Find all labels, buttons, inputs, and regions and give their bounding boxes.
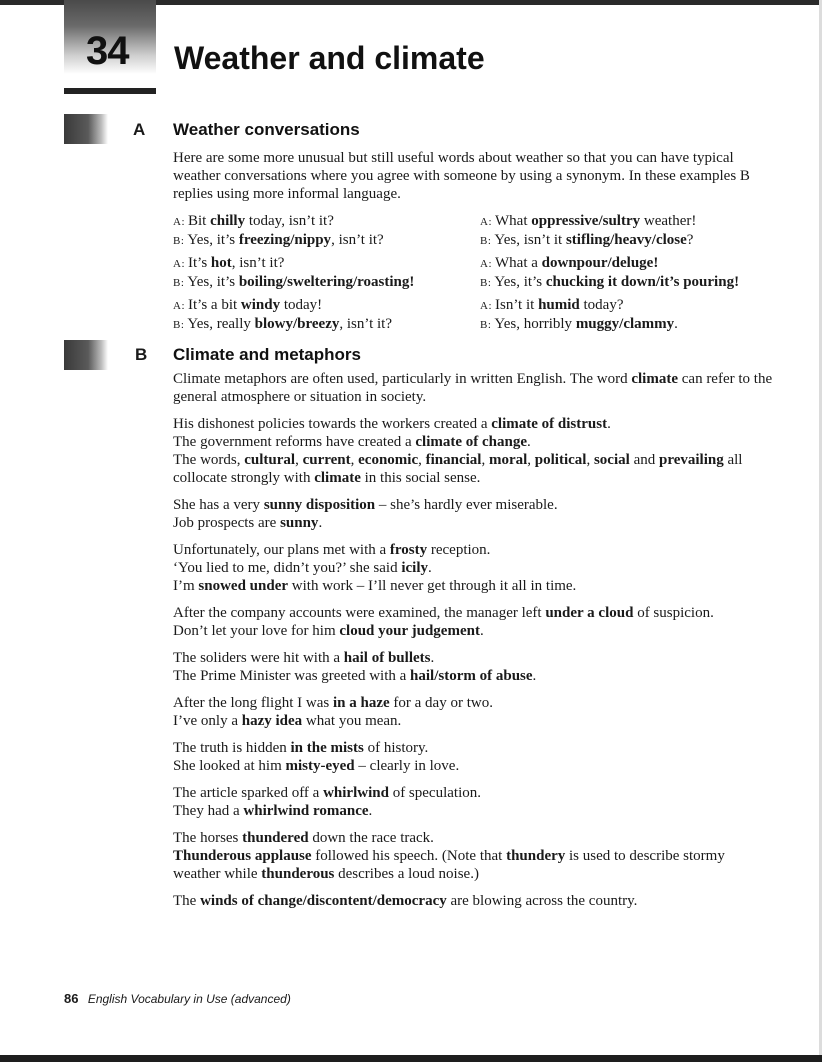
key-term: stifling/heavy/close <box>565 232 687 248</box>
section-a-letter: A <box>133 120 146 139</box>
speaker-label: A: <box>173 258 185 270</box>
text-run: After the long flight I was <box>173 695 333 711</box>
text-run: Yes, it’s <box>187 232 239 248</box>
unit-underline-bar <box>64 88 156 94</box>
text-run: describes a loud noise.) <box>334 866 479 882</box>
dialogue-line-b <box>480 273 780 292</box>
key-term: blowy/breezy <box>254 316 340 332</box>
text-run: down the race track. <box>308 830 434 846</box>
text-run: , isn’t it? <box>339 316 392 332</box>
example-sentence <box>173 757 773 775</box>
unit-number: 34 <box>86 29 129 73</box>
key-term: misty-eyed <box>285 758 355 774</box>
example-paragraph <box>173 694 773 730</box>
speaker-label: B: <box>480 319 492 331</box>
example-sentence <box>173 622 773 640</box>
dialogue-line-b <box>173 315 473 334</box>
example-sentence <box>173 712 773 730</box>
dialogue-line-b <box>173 273 473 292</box>
example-sentence <box>173 667 773 685</box>
section-b-marker <box>64 340 108 370</box>
page-footer <box>64 991 291 1006</box>
text-run: today, isn’t it? <box>245 213 334 229</box>
key-term: chucking it down/it’s pouring! <box>545 274 740 290</box>
key-term: frosty <box>389 542 428 558</box>
text-run: today! <box>280 297 323 313</box>
text-run: The government reforms have created a <box>173 434 416 450</box>
text-run: Isn’t it <box>495 297 539 313</box>
key-term: humid <box>538 297 580 313</box>
speaker-label: A: <box>480 300 492 312</box>
key-term: whirlwind <box>323 785 389 801</box>
example-paragraph <box>173 829 773 883</box>
speaker-label: A: <box>173 216 185 228</box>
example-sentence <box>173 514 773 532</box>
example-sentence <box>173 739 773 757</box>
dialogue-pair <box>173 212 473 250</box>
text-run: , <box>527 452 535 468</box>
key-term: snowed under <box>198 578 289 594</box>
section-b-letter: B <box>135 345 148 364</box>
text-run: Yes, isn’t it <box>494 232 566 248</box>
dialogue-pair <box>480 254 780 292</box>
text-run: in this social sense. <box>360 470 481 486</box>
text-run: It’s <box>188 255 211 271</box>
dialogue-line-b <box>480 315 780 334</box>
text-run: What a <box>495 255 542 271</box>
text-run: Yes, it’s <box>187 274 239 290</box>
text-run: His dishonest policies towards the workers created a <box>173 416 492 432</box>
text-run: What <box>495 213 532 229</box>
text-run: She looked at him <box>173 758 286 774</box>
text-run: . <box>368 803 373 819</box>
key-term: moral <box>488 452 528 468</box>
key-term: sunny <box>280 515 319 531</box>
key-term: hot <box>210 255 232 271</box>
text-run: After the company accounts were examined, the manager left <box>173 605 546 621</box>
section-a-intro <box>173 149 773 203</box>
example-sentence <box>173 829 773 847</box>
example-paragraph <box>173 784 773 820</box>
example-paragraph <box>173 541 773 595</box>
speaker-label: B: <box>173 319 185 331</box>
example-sentence <box>173 433 773 451</box>
section-a-title: Weather conversations <box>173 120 360 139</box>
text-run: of history. <box>363 740 429 756</box>
text-run: all collocate strongly with <box>173 452 743 486</box>
example-sentence <box>173 541 773 559</box>
text-run: . <box>318 515 323 531</box>
example-sentence <box>173 559 773 577</box>
text-run: and <box>629 452 659 468</box>
section-b-body <box>173 370 773 919</box>
text-run: followed his speech. (Note that <box>311 848 507 864</box>
key-term: prevailing <box>658 452 724 468</box>
text-run: Job prospects are <box>173 515 281 531</box>
dialogue-line-a <box>480 212 780 231</box>
example-sentence <box>173 415 773 433</box>
text-run: The Prime Minister was greeted with a <box>173 668 411 684</box>
text-run: I’ve only a <box>173 713 242 729</box>
text-run: , <box>418 452 426 468</box>
section-a-marker <box>64 114 108 144</box>
text-run: , <box>295 452 303 468</box>
text-run: . <box>527 434 531 450</box>
speaker-label: B: <box>480 277 492 289</box>
section-b-title: Climate and metaphors <box>173 345 361 364</box>
text-run: The truth is hidden <box>173 740 291 756</box>
key-term: chilly <box>210 213 246 229</box>
text-run: Don’t let your love for him <box>173 623 340 639</box>
example-sentence <box>173 577 773 595</box>
key-term: winds of change/discontent/democracy <box>200 893 447 909</box>
example-paragraph <box>173 415 773 487</box>
key-term: climate <box>314 470 361 486</box>
example-paragraph <box>173 739 773 775</box>
key-term: boiling/sweltering/roasting! <box>238 274 415 290</box>
speaker-label: A: <box>173 300 185 312</box>
book-title: English Vocabulary in Use (advanced) <box>87 992 291 1006</box>
example-sentence <box>173 370 773 406</box>
dialogue-line-b <box>173 231 473 250</box>
text-run: for a day or two. <box>389 695 493 711</box>
text-run: ? <box>686 232 694 248</box>
example-sentence <box>173 451 773 487</box>
dialogue-line-a <box>480 254 780 273</box>
text-run: today? <box>579 297 624 313</box>
example-paragraph <box>173 649 773 685</box>
example-paragraph <box>173 892 773 910</box>
dialogue-pair <box>480 296 780 334</box>
text-run: Yes, horribly <box>494 316 576 332</box>
key-term: oppressive/sultry <box>531 213 641 229</box>
key-term: in the mists <box>290 740 364 756</box>
key-term: in a haze <box>332 695 390 711</box>
conversation-column-left <box>173 212 473 338</box>
key-term: climate <box>631 371 678 387</box>
example-sentence <box>173 892 773 910</box>
text-run: , <box>481 452 489 468</box>
speaker-label: B: <box>173 235 185 247</box>
text-run: is used to describe stormy weather while <box>173 848 725 882</box>
key-term: thundered <box>242 830 309 846</box>
text-run: . <box>430 650 435 666</box>
dialogue-pair <box>480 212 780 250</box>
text-run: . <box>428 560 432 576</box>
text-run: are blowing across the country. <box>446 893 638 909</box>
example-paragraph <box>173 370 773 406</box>
key-term: Thunderous applause <box>173 848 312 864</box>
text-run: Unfortunately, our plans met with a <box>173 542 390 558</box>
text-run: The <box>173 893 201 909</box>
key-term: social <box>593 452 630 468</box>
unit-title: Weather and climate <box>174 40 485 76</box>
text-run: , isn’t it? <box>331 232 384 248</box>
example-paragraph <box>173 604 773 640</box>
text-run: She has a very <box>173 497 264 513</box>
text-run: They had a <box>173 803 244 819</box>
key-term: windy <box>240 297 281 313</box>
key-term: icily <box>401 560 428 576</box>
key-term: hazy idea <box>241 713 303 729</box>
key-term: climate of change <box>415 434 528 450</box>
text-run: of speculation. <box>388 785 481 801</box>
speaker-label: B: <box>480 235 492 247</box>
speaker-label: B: <box>173 277 185 289</box>
text-run: The horses <box>173 830 243 846</box>
key-term: downpour/deluge! <box>541 255 659 271</box>
example-paragraph <box>173 496 773 532</box>
text-run: , isn’t it? <box>231 255 285 271</box>
key-term: whirlwind romance <box>243 803 369 819</box>
speaker-label: A: <box>480 216 492 228</box>
key-term: muggy/clammy <box>575 316 675 332</box>
text-run: Bit <box>188 213 211 229</box>
text-run: ‘You lied to me, didn’t you?’ she said <box>173 560 402 576</box>
text-run: weather! <box>640 213 697 229</box>
key-term: thunderous <box>261 866 335 882</box>
text-run: of suspicion. <box>633 605 714 621</box>
dialogue-line-b <box>480 231 780 250</box>
text-run: with work – I’ll never get through it all in time. <box>288 578 577 594</box>
dialogue-line-a <box>173 212 473 231</box>
page-number: 86 <box>64 991 79 1006</box>
scan-edge-bottom <box>0 1055 822 1062</box>
key-term: thundery <box>506 848 566 864</box>
text-run: . <box>532 668 537 684</box>
key-term: current <box>302 452 351 468</box>
example-sentence <box>173 604 773 622</box>
conversation-column-right <box>480 212 780 338</box>
key-term: sunny disposition <box>263 497 376 513</box>
text-run: – she’s hardly ever miserable. <box>375 497 558 513</box>
text-run: . <box>607 416 611 432</box>
key-term: freezing/nippy <box>238 232 332 248</box>
text-run: what you mean. <box>302 713 402 729</box>
example-sentence <box>173 649 773 667</box>
key-term: hail/storm of abuse <box>410 668 533 684</box>
dialogue-pair <box>173 254 473 292</box>
key-term: hail of bullets <box>343 650 431 666</box>
text-run: The article sparked off a <box>173 785 324 801</box>
example-sentence <box>173 784 773 802</box>
speaker-label: A: <box>480 258 492 270</box>
text-run: reception. <box>427 542 491 558</box>
example-sentence <box>173 802 773 820</box>
key-term: under a cloud <box>545 605 634 621</box>
text-run: The soliders were hit with a <box>173 650 344 666</box>
dialogue-line-a <box>173 296 473 315</box>
key-term: cloud your judgement <box>339 623 480 639</box>
text-run: I’m <box>173 578 199 594</box>
key-term: cultural <box>244 452 296 468</box>
text-run: Climate metaphors are often used, particularly in written English. The word <box>173 371 632 387</box>
example-sentence <box>173 847 773 883</box>
intro-paragraph: Here are some more unusual but still useful words about weather so that you can have typical weather conversations where you agree with someone by using a synonym. In these examples B replies using more informal language. <box>173 150 750 202</box>
text-run: , <box>586 452 594 468</box>
text-run: Yes, really <box>187 316 255 332</box>
key-term: climate of distrust <box>491 416 608 432</box>
text-run: – clearly in love. <box>354 758 460 774</box>
text-run: Yes, it’s <box>494 274 546 290</box>
dialogue-line-a <box>173 254 473 273</box>
key-term: political <box>534 452 587 468</box>
text-run: can refer to the general atmosphere or situation in society. <box>173 371 773 405</box>
dialogue-line-a <box>480 296 780 315</box>
text-run: . <box>674 316 678 332</box>
example-sentence <box>173 496 773 514</box>
text-run: It’s a bit <box>188 297 241 313</box>
text-run: , <box>350 452 359 468</box>
key-term: financial <box>425 452 482 468</box>
text-run: . <box>479 623 484 639</box>
example-sentence <box>173 694 773 712</box>
key-term: economic <box>358 452 419 468</box>
text-run: The words, <box>173 452 245 468</box>
dialogue-pair <box>173 296 473 334</box>
